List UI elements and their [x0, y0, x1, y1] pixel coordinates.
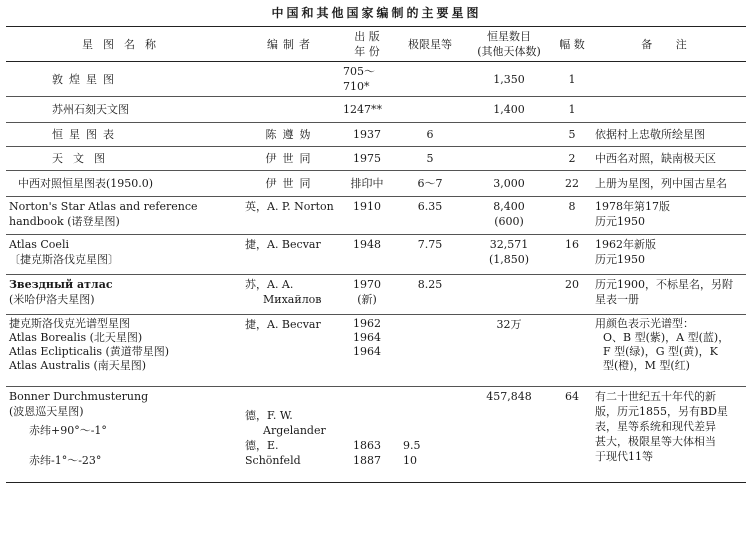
cell-name: 敦煌星图 [52, 72, 120, 86]
cell-compiler [242, 97, 340, 123]
table-row [6, 235, 746, 275]
cell-year: 1247** [343, 103, 382, 116]
name-line: Звездный атлас [9, 278, 113, 291]
spacer [397, 389, 463, 404]
cell-notes: 上册为星图，列中国古星名 [595, 177, 727, 190]
notes-line: 型(橙)，M 型(红) [603, 359, 690, 372]
year-line: 1962 [353, 317, 381, 330]
spacer [343, 404, 391, 419]
name-line: Atlas Borealis (北天星图) [9, 331, 143, 344]
name-line: 赤纬-1°～-23° [29, 454, 102, 467]
cell-name: 中西对照恒星图表(1950.0) [18, 177, 154, 190]
cell-name [6, 235, 242, 275]
cell-compiler [242, 387, 340, 483]
cell-sheets: 1 [568, 72, 576, 86]
notes-line: 版，历元1855，另有BD星 [595, 405, 728, 418]
cell-name: 恒星图表 [52, 128, 120, 141]
cell-sheets [552, 315, 592, 387]
cell-year: 1910 [353, 200, 381, 213]
cell-limit: 6～7 [417, 177, 443, 190]
notes-line: 于现代11等 [595, 450, 653, 463]
name-line: 赤纬+90°～-1° [29, 424, 107, 437]
notes-line: 1962年新版 [595, 238, 656, 251]
cell-notes [592, 197, 746, 235]
cell-sheets: 16 [565, 238, 579, 251]
cell-sheets: 22 [565, 177, 579, 190]
cell-compiler: 捷，A. Becvar [245, 318, 321, 331]
header-name: 星图名称 [82, 37, 166, 51]
year-line: 1964 [353, 345, 381, 358]
cell-count: 1,400 [493, 103, 525, 116]
cell-compiler: 伊世同 [265, 152, 317, 165]
limit-line: 10 [403, 454, 417, 467]
notes-line: O、B 型(紫)，A 型(蓝)， [603, 331, 730, 344]
cell-count: 457,848 [486, 390, 532, 403]
cell-sheets: 20 [565, 278, 579, 291]
table-title: 中国和其他国家编制的主要星图 [271, 6, 482, 20]
cell-name: 天文图 [52, 152, 115, 165]
table-row [6, 123, 746, 147]
cell-sheets: 8 [568, 200, 576, 213]
header-year-line2: 年 份 [354, 45, 380, 58]
count-line: 8,400 [493, 200, 525, 213]
cell-limit: 6 [426, 128, 434, 141]
table-row [6, 315, 746, 387]
cell-limit [394, 62, 466, 97]
cell-sheets: 1 [568, 103, 576, 116]
cell-count: 32万 [496, 318, 522, 331]
count-line: 32,571 [489, 238, 529, 251]
notes-line: 历元1950 [595, 215, 645, 228]
year-line: 705～ [343, 65, 375, 78]
cell-name [6, 315, 242, 387]
cell-year [340, 315, 394, 387]
year-line: (新) [357, 293, 377, 306]
cell-limit [394, 97, 466, 123]
header-star-count-line2: (其他天体数) [477, 45, 541, 58]
table-row [6, 171, 746, 197]
name-line: Atlas Eclipticalis (黄道带星图) [9, 345, 170, 358]
star-atlas-table [6, 26, 746, 483]
table-row [6, 275, 746, 315]
header-year [340, 27, 394, 62]
notes-line: 历元1950 [595, 253, 645, 266]
table-row [6, 62, 746, 97]
notes-line: 有二十世纪五十年代的新 [595, 390, 716, 403]
year-line: 1970 [353, 278, 381, 291]
cell-limit [394, 315, 466, 387]
spacer [343, 389, 391, 404]
compiler-line: Argelander [263, 424, 326, 437]
table-row [6, 147, 746, 171]
spacer [343, 419, 391, 434]
year-line: 1964 [353, 331, 381, 344]
cell-compiler [242, 275, 340, 315]
cell-name [6, 275, 242, 315]
limit-line: 9.5 [403, 439, 421, 452]
compiler-line: 德，E. Schönfeld [245, 439, 301, 467]
notes-line: 甚大，极限星等大体相当 [595, 435, 716, 448]
name-line: Bonner Durchmusterung [9, 390, 149, 403]
cell-limit: 8.25 [417, 278, 443, 291]
name-line: 〔捷克斯洛伐克星图〕 [9, 253, 119, 266]
cell-count [466, 197, 552, 235]
cell-compiler: 陈遵妫 [265, 128, 317, 141]
table-row [6, 387, 746, 483]
compiler-line: Михайлов [263, 293, 322, 306]
cell-notes [592, 275, 746, 315]
cell-limit: 7.75 [417, 238, 443, 251]
notes-line: 1978年第17版 [595, 200, 670, 213]
year-line: 710* [343, 80, 370, 93]
cell-count: 1,350 [493, 72, 525, 86]
compiler-line: 苏，A. A. [245, 278, 294, 291]
spacer [397, 404, 463, 419]
header-sheets: 幅 数 [559, 37, 585, 51]
name-line: Atlas Coeli [9, 238, 69, 251]
header-notes: 备 注 [641, 37, 697, 51]
notes-line: 星表一册 [595, 293, 639, 306]
header-star-count [466, 27, 552, 62]
header-compiler: 编制者 [267, 37, 315, 51]
header-row [6, 27, 746, 62]
cell-compiler: 英，A. P. Norton [245, 200, 334, 213]
cell-year [340, 387, 394, 483]
cell-limit: 6.35 [417, 200, 443, 213]
spacer [245, 389, 337, 404]
cell-limit: 5 [426, 152, 434, 165]
cell-name: 苏州石刻天文图 [52, 103, 129, 116]
notes-line: 用颜色表示光谱型： [595, 317, 694, 330]
header-limit-mag: 极限星等 [408, 37, 452, 51]
cell-sheets: 2 [568, 152, 576, 165]
name-line: Norton's Star Atlas and reference [9, 200, 198, 213]
cell-compiler [242, 62, 340, 97]
cell-count [466, 275, 552, 315]
notes-line: F 型(绿)，G 型(黄)，K [603, 345, 718, 358]
table-row [6, 197, 746, 235]
cell-notes [592, 97, 746, 123]
cell-compiler: 伊世同 [265, 177, 317, 190]
cell-year [340, 275, 394, 315]
year-line: 1887 [353, 454, 381, 467]
cell-count: 3,000 [493, 177, 525, 190]
header-year-line1: 出 版 [354, 30, 380, 43]
cell-notes [592, 62, 746, 97]
compiler-line: 德，F. W. [245, 409, 293, 422]
spacer [9, 438, 239, 453]
cell-name [6, 197, 242, 235]
cell-compiler: 捷，A. Becvar [245, 238, 321, 251]
spacer [397, 419, 463, 434]
cell-count [466, 235, 552, 275]
cell-year: 1937 [353, 128, 381, 141]
cell-notes [592, 315, 746, 387]
notes-line: 表，星等系统和现代差异 [595, 420, 716, 433]
cell-notes: 依据村上忠敬所绘星图 [595, 128, 705, 141]
header-star-count-line1: 恒星数目 [487, 30, 531, 43]
cell-count [466, 147, 552, 171]
year-line: 1863 [353, 439, 381, 452]
cell-sheets: 5 [568, 128, 576, 141]
name-line: Atlas Australis (南天星图) [9, 359, 147, 372]
cell-notes: 中西名对照，缺南极天区 [595, 152, 716, 165]
count-line: (1,850) [488, 253, 530, 266]
cell-name [6, 387, 242, 483]
cell-year: 1975 [353, 152, 381, 165]
notes-line: 历元1900，不标星名，另附 [595, 278, 733, 291]
name-line: 捷克斯洛伐克光谱型星图 [9, 317, 130, 330]
name-line: (波恩巡天星图) [9, 405, 84, 418]
table-row [6, 97, 746, 123]
cell-notes [592, 387, 746, 483]
cell-notes [592, 235, 746, 275]
cell-count [466, 123, 552, 147]
name-line: (米哈伊洛夫星图) [9, 293, 95, 306]
cell-year [340, 62, 394, 97]
cell-year: 排印中 [350, 177, 384, 190]
cell-limit [394, 387, 466, 483]
count-line: (600) [494, 215, 524, 228]
cell-year: 1948 [353, 238, 381, 251]
cell-sheets: 64 [565, 390, 579, 403]
name-line: handbook (诺登星图) [9, 215, 120, 228]
